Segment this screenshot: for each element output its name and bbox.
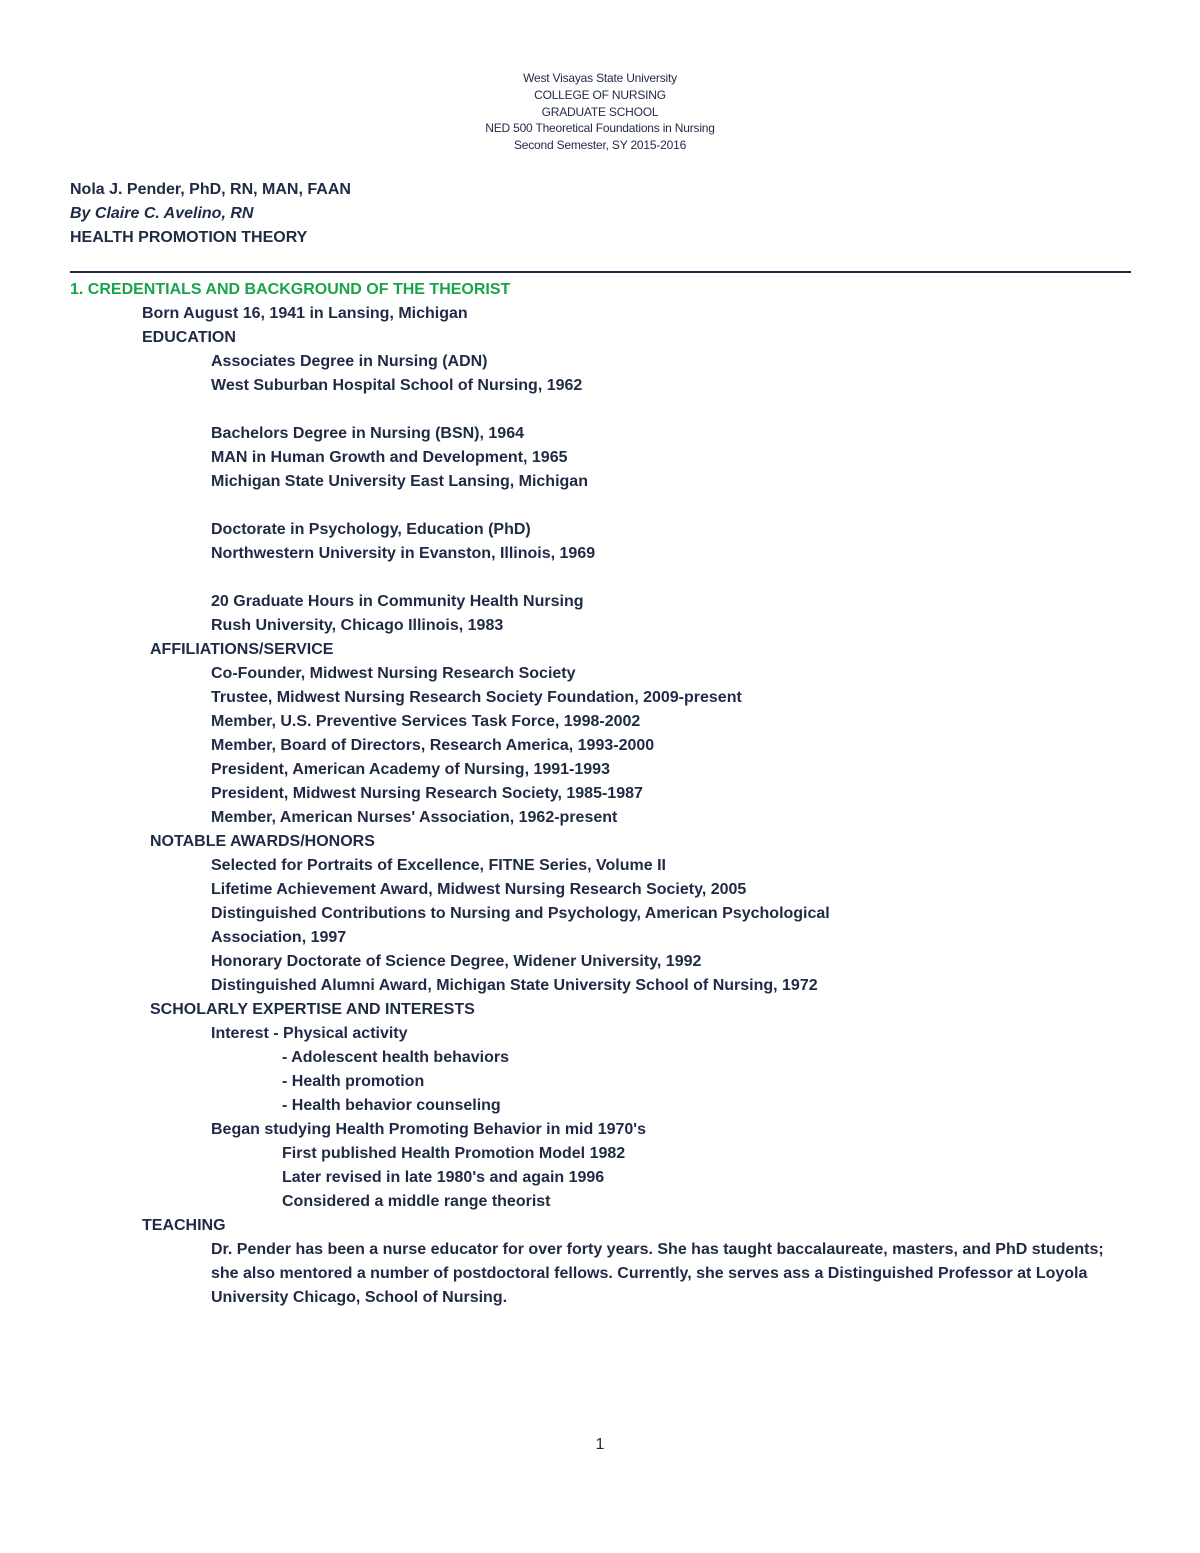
affiliation-line: President, American Academy of Nursing, 1991-1993 — [211, 761, 610, 778]
began-line: Began studying Health Promoting Behavior in mid 1970's — [211, 1121, 646, 1138]
award-line: Distinguished Alumni Award, Michigan State University School of Nursing, 1972 — [211, 977, 818, 994]
affiliation-line: Member, U.S. Preventive Services Task Force, 1998-2002 — [211, 713, 641, 730]
spacer — [70, 494, 1131, 518]
education-line: Michigan State University East Lansing, Michigan — [211, 473, 588, 490]
college-name: COLLEGE OF NURSING — [534, 87, 666, 102]
model-line: Later revised in late 1980's and again 1996 — [282, 1169, 605, 1186]
theorist-name: Nola J. Pender, PhD, RN, MAN, FAAN — [70, 181, 351, 198]
interest-subline: - Health promotion — [282, 1073, 425, 1090]
university-name: West Visayas State University — [523, 71, 677, 85]
author-line: By Claire C. Avelino, RN — [70, 205, 254, 222]
awards-label: NOTABLE AWARDS/HONORS — [150, 833, 375, 850]
model-line: First published Health Promotion Model 1982 — [282, 1145, 626, 1162]
document-header — [0, 70, 1200, 154]
teaching-label: TEACHING — [142, 1217, 226, 1234]
award-line: Association, 1997 — [211, 929, 347, 946]
award-line: Honorary Doctorate of Science Degree, Widener University, 1992 — [211, 953, 702, 970]
semester: Second Semester, SY 2015-2016 — [513, 138, 687, 153]
affiliation-line: Trustee, Midwest Nursing Research Society Foundation, 2009-present — [211, 689, 742, 706]
affiliation-line: Member, Board of Directors, Research America, 1993-2000 — [211, 737, 655, 754]
education-line: Bachelors Degree in Nursing (BSN), 1964 — [211, 425, 524, 442]
title-block — [70, 178, 351, 250]
education-line: Doctorate in Psychology, Education (PhD) — [211, 521, 531, 538]
award-line: Distinguished Contributions to Nursing and Psychology, American Psychological — [211, 905, 830, 922]
affiliation-line: Member, American Nurses' Association, 1962-present — [211, 809, 618, 826]
education-line: 20 Graduate Hours in Community Health Nursing — [211, 593, 584, 610]
affiliation-line: Co-Founder, Midwest Nursing Research Society — [211, 665, 576, 682]
theory-title: HEALTH PROMOTION THEORY — [70, 229, 308, 246]
education-line: Northwestern University in Evanston, Illinois, 1969 — [211, 545, 596, 562]
affiliation-line: President, Midwest Nursing Research Society, 1985-1987 — [211, 785, 643, 802]
education-line: Rush University, Chicago Illinois, 1983 — [211, 617, 504, 634]
document-body — [70, 278, 1131, 1310]
expertise-label: SCHOLARLY EXPERTISE AND INTERESTS — [150, 1001, 475, 1018]
education-line: Associates Degree in Nursing (ADN) — [211, 353, 488, 370]
model-line: Considered a middle range theorist — [282, 1193, 551, 1210]
section-heading: 1. CREDENTIALS AND BACKGROUND OF THE THEORIST — [70, 281, 511, 298]
education-line: MAN in Human Growth and Development, 1965 — [211, 449, 568, 466]
award-line: Selected for Portraits of Excellence, FITNE Series, Volume II — [211, 857, 666, 874]
spacer — [70, 398, 1131, 422]
award-line: Lifetime Achievement Award, Midwest Nursing Research Society, 2005 — [211, 881, 747, 898]
interest-subline: - Health behavior counseling — [282, 1097, 501, 1114]
education-line: West Suburban Hospital School of Nursing, 1962 — [211, 377, 583, 394]
interest-line: Interest - Physical activity — [211, 1025, 408, 1042]
spacer — [70, 566, 1131, 590]
education-label: EDUCATION — [142, 329, 236, 346]
interest-subline: - Adolescent health behaviors — [282, 1049, 510, 1066]
birth-line: Born August 16, 1941 in Lansing, Michigan — [142, 305, 468, 322]
horizontal-rule — [70, 271, 1131, 273]
affiliations-label: AFFILIATIONS/SERVICE — [150, 641, 334, 658]
teaching-paragraph: Dr. Pender has been a nurse educator for over forty years. She has taught baccalaureate, masters, and PhD students; she also mentored a number of postdoctoral fellows. Currently, she serves ass a Distinguished Professor at Loyola University Chicago, School of Nursing. — [211, 1241, 1104, 1306]
page-number: 1 — [595, 1436, 605, 1453]
course-name: NED 500 Theoretical Foundations in Nursing — [485, 121, 715, 136]
school-name: GRADUATE SCHOOL — [541, 104, 659, 119]
